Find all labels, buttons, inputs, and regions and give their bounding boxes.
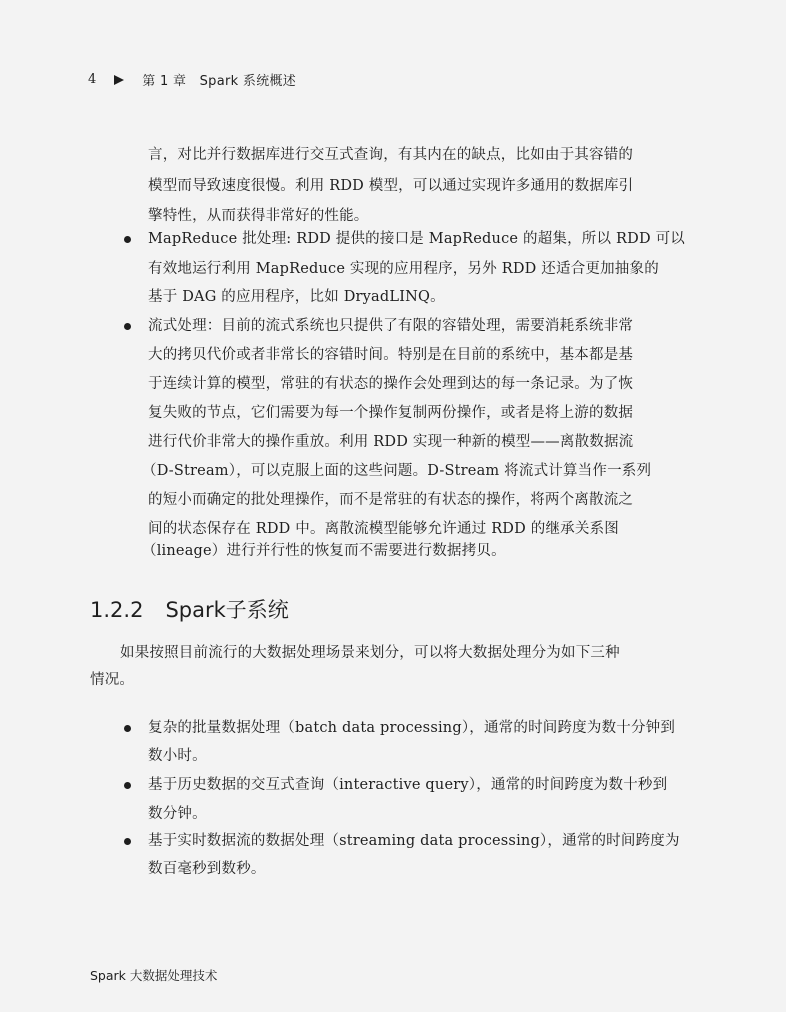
text-line: 大的拷贝代价或者非常长的容错时间。特别是在目前的系统中，基本都是基: [148, 347, 634, 363]
text-line: 言，对比并行数据库进行交互式查询，有其内在的缺点，比如由于其容错的: [148, 147, 634, 163]
bullet-icon: [124, 236, 131, 243]
text-line: 复失败的节点，它们需要为每一个操作复制两份操作，或者是将上游的数据: [148, 405, 634, 421]
section-heading: [90, 594, 289, 624]
text-line: 间的状态保存在 RDD 中。离散流模型能够允许通过 RDD 的继承关系图: [148, 521, 619, 537]
chapter-title: 第 1 章 Spark 系统概述: [142, 74, 297, 89]
running-header: [88, 70, 296, 89]
running-footer: Spark 大数据处理技术: [90, 968, 218, 983]
text-line: 基于历史数据的交互式查询（interactive query），通常的时间跨度为数十秒到: [148, 777, 668, 793]
text-line: 擎特性，从而获得非常好的性能。: [148, 208, 369, 224]
text-line: 基于实时数据流的数据处理（streaming data processing），通常的时间跨度为: [148, 833, 680, 849]
section-number: 1.2.2: [90, 598, 144, 622]
text-line: （D-Stream），可以克服上面的这些问题。D-Stream 将流式计算当作一系列: [142, 463, 652, 479]
text-line: 数分钟。: [148, 806, 207, 822]
text-line: 数百毫秒到数秒。: [148, 861, 266, 877]
text-line: 复杂的批量数据处理（batch data processing），通常的时间跨度为数十分钟到: [148, 720, 676, 736]
section-title-text: Spark子系统: [165, 598, 289, 622]
bullet-icon: [124, 782, 131, 789]
text-line: 进行代价非常大的操作重放。利用 RDD 实现一种新的模型——离散数据流: [148, 434, 634, 450]
triangle-marker-icon: [114, 75, 124, 85]
text-line: 的短小而确定的批处理操作，而不是常驻的有状态的操作，将两个离散流之: [148, 492, 634, 508]
text-line: 于连续计算的模型，常驻的有状态的操作会处理到达的每一条记录。为了恢: [148, 376, 634, 392]
text-line: 流式处理：目前的流式系统也只提供了有限的容错处理，需要消耗系统非常: [148, 318, 634, 334]
bullet-icon: [124, 838, 131, 845]
text-line: 情况。: [90, 672, 135, 688]
text-line: 数小时。: [148, 748, 207, 764]
text-line: 基于 DAG 的应用程序，比如 DryadLINQ。: [148, 289, 445, 305]
text-line: （lineage）进行并行性的恢复而不需要进行数据拷贝。: [142, 543, 506, 559]
text-line: 模型而导致速度很慢。利用 RDD 模型，可以通过实现许多通用的数据库引: [148, 178, 634, 194]
text-line: 如果按照目前流行的大数据处理场景来划分，可以将大数据处理分为如下三种: [120, 645, 620, 661]
bullet-icon: [124, 323, 131, 330]
bullet-icon: [124, 725, 131, 732]
page-number: 4: [88, 72, 97, 87]
text-line: MapReduce 批处理: RDD 提供的接口是 MapReduce 的超集，所以 RDD 可以: [148, 231, 685, 247]
text-line: 有效地运行利用 MapReduce 实现的应用程序，另外 RDD 还适合更加抽象的: [148, 261, 659, 277]
